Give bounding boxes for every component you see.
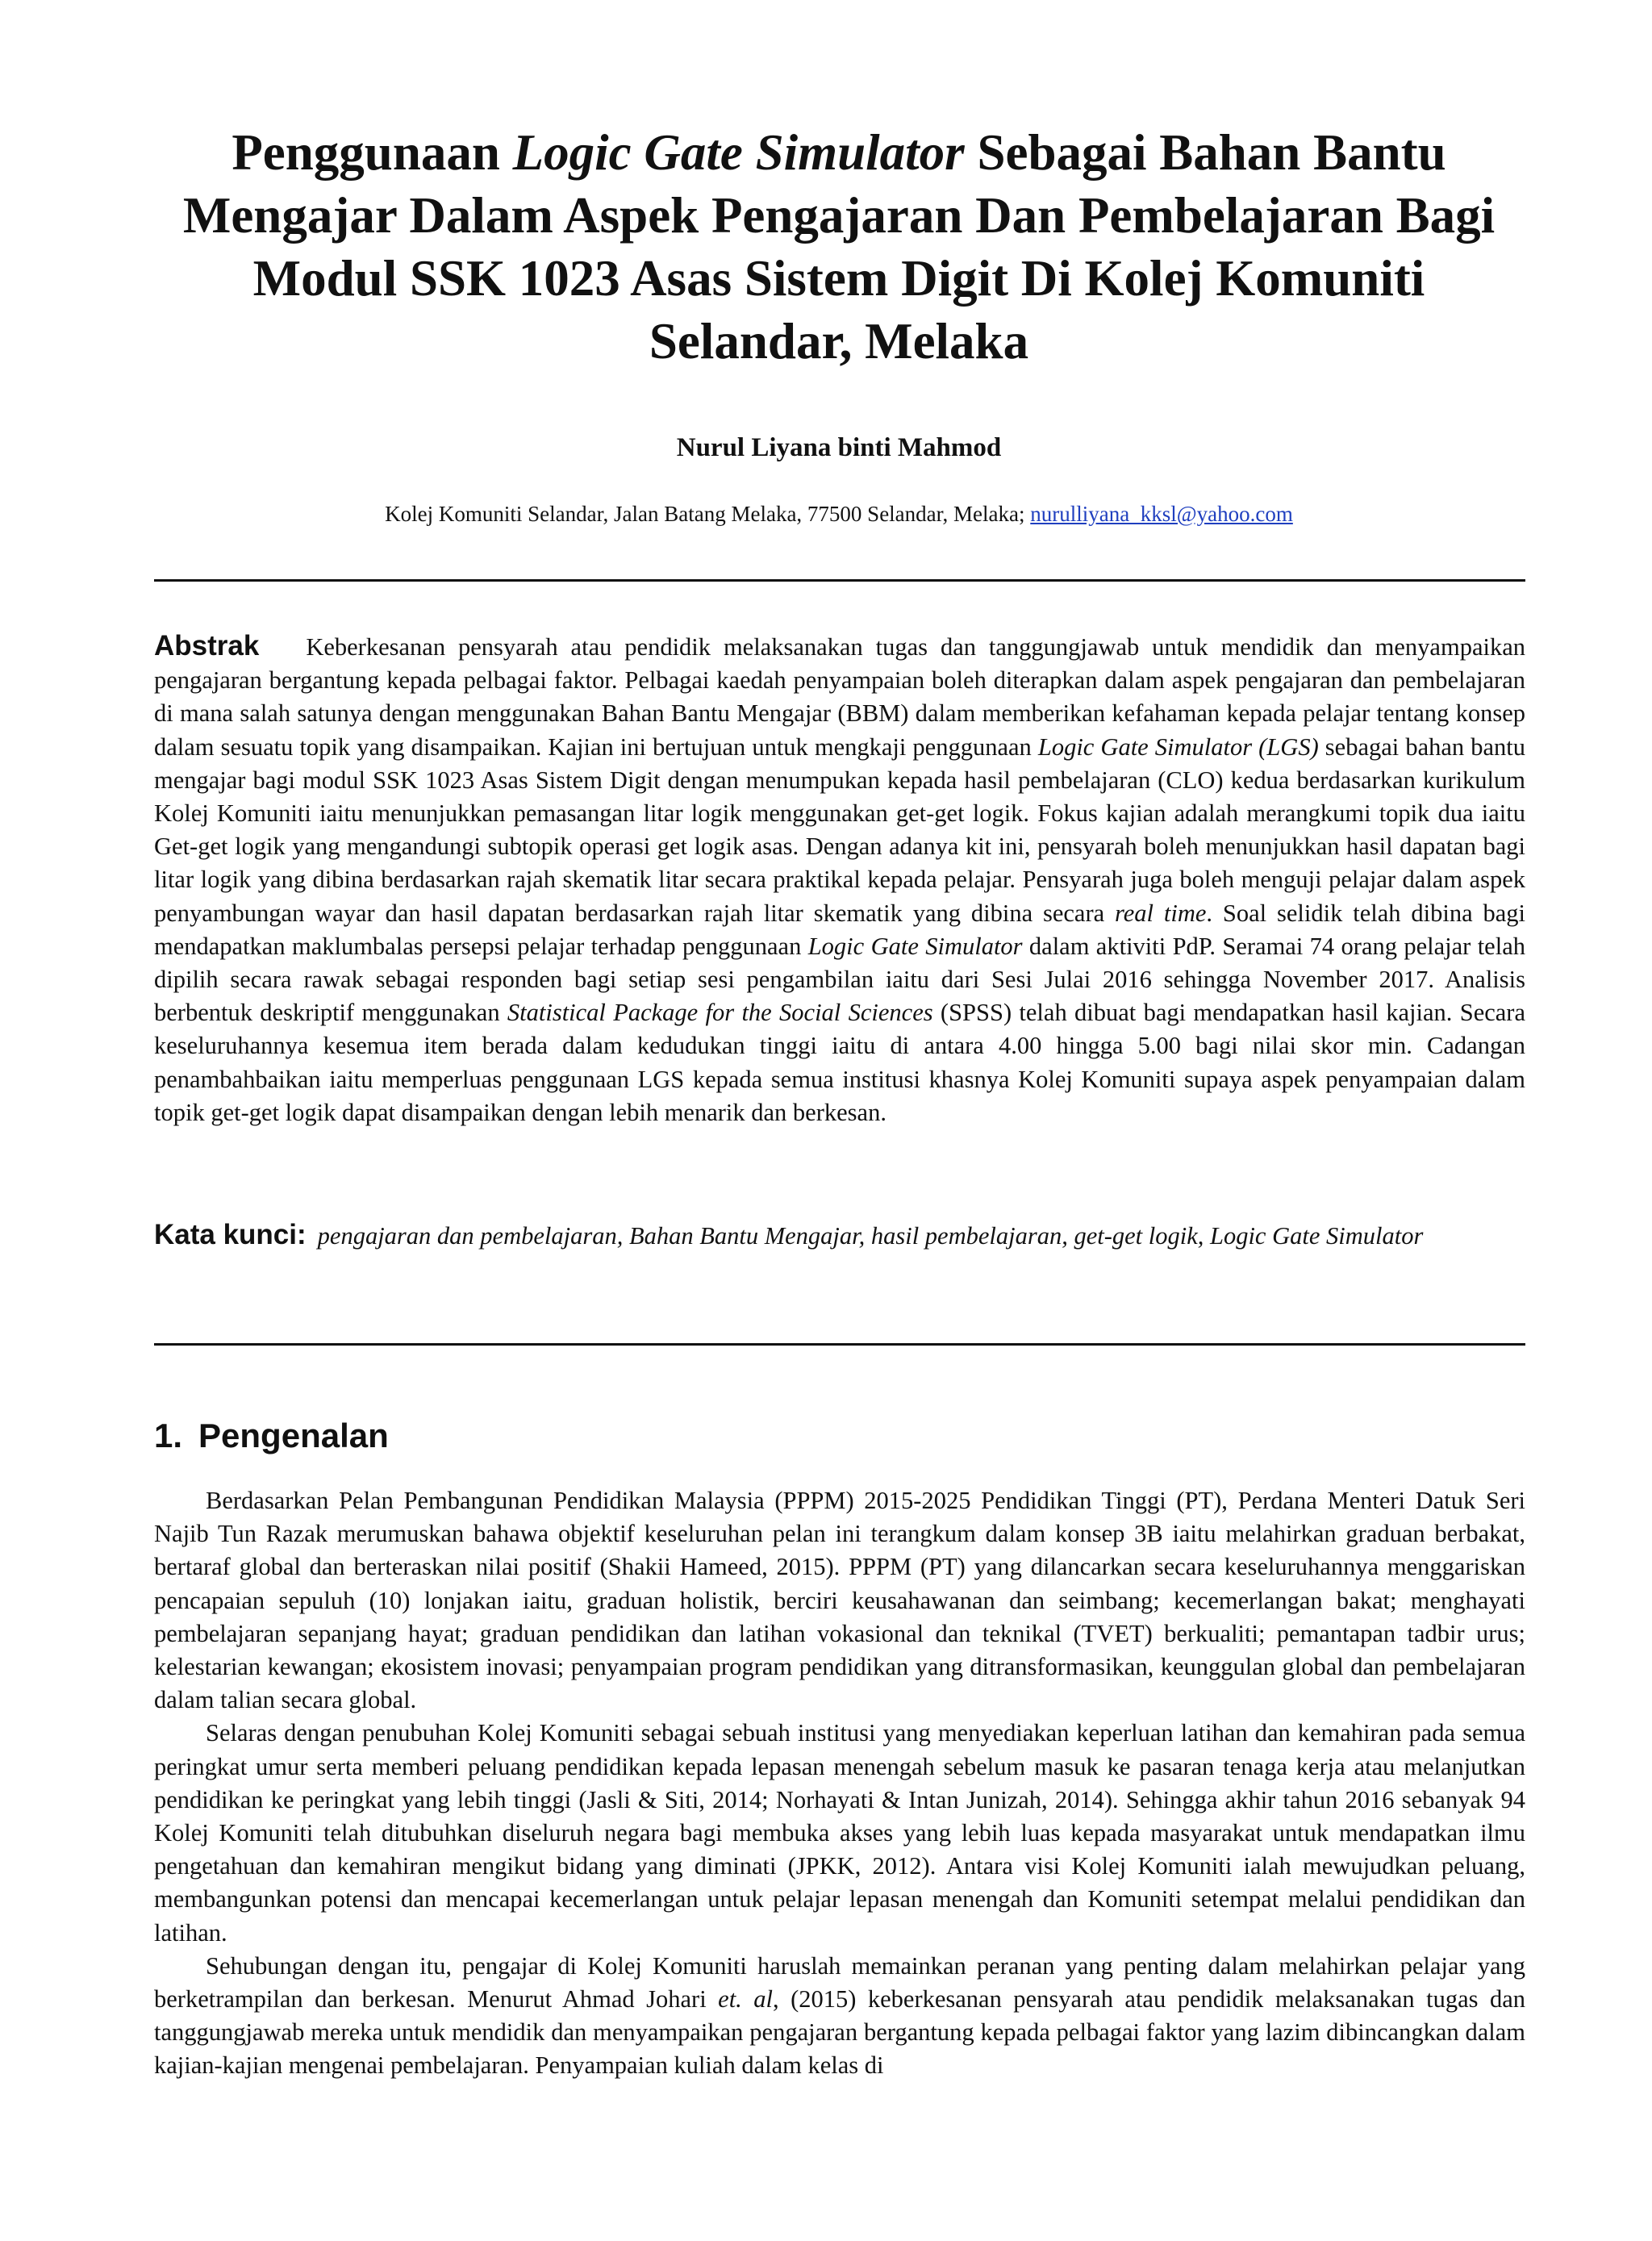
paragraph-3-text-b: , (2015) keberkesanan pensyarah atau pendidik melaksanakan tugas dan tanggungjawab mereka untuk mendidik dan menyampaikan pengajaran bergantung kepada pelbagai faktor yang lazim dibincangkan dalam kajian-kajian mengenai pembelajaran. Penyampaian kuliah dalam kelas di: [154, 1985, 1525, 2080]
paragraph-1: Berdasarkan Pelan Pembangunan Pendidikan Malaysia (PPPM) 2015-2025 Pendidikan Tinggi (PT), Perdana Menteri Datuk Seri Najib Tun Razak merumuskan bahawa objektif keseluruhan pelan ini terangkum dalam konsep 3B iaitu melahirkan graduan berbakat, bertaraf global dan berteraskan nilai positif (Shakii Hameed, 2015). PPPM (PT) yang dilancarkan secara keseluruhannya menggariskan pencapaian sepuluh (10) lonjakan iaitu, graduan holistik, berciri keusahawanan dan seimbang; kecemerlangan bakat; menghayati pembelajaran sepanjang hayat; graduan pendidikan dan latihan vokasional dan teknikal (TVET) berkualiti; pemantapan tadbir urus; kelestarian kewangan; ekosistem inovasi; penyampaian program pendidikan yang ditransformasikan, keunggulan global dan pembelajaran dalam talian secara global.: [154, 1487, 1525, 1714]
paragraph-3: [154, 1950, 1525, 2083]
divider-bottom: [154, 1343, 1525, 1346]
abstract-text-5: (SPSS) telah dibuat bagi mendapatkan hasil kajian. Secara keseluruhannya kesemua item berada dalam kedudukan tinggi iaitu di antara 4.00 hingga 5.00 bagi nilai skor min. Cadangan penambahbaikan iaitu memperluas penggunaan LGS kepada semua institusi khasnya Kolej Komuniti supaya aspek penyampaian dalam topik get-get logik dapat disampaikan dengan lebih menarik dan berkesan.: [154, 999, 1525, 1126]
abstract-text-1: Keberkesanan pensyarah atau pendidik melaksanakan tugas dan tanggungjawab untuk mendidik dan menyampaikan pengajaran bergantung kepada pelbagai faktor. Pelbagai kaedah penyampaian boleh diterapkan dalam aspek pengajaran dan pembelajaran di mana salah satunya dengan menggunakan Bahan Bantu Mengajar (BBM) dalam memberikan kefahaman kepada pelajar tentang konsep dalam sesuatu topik yang disampaikan. Kajian ini bertujuan untuk mengkaji penggunaan: [154, 633, 1525, 761]
title-italic-term: Logic Gate Simulator: [512, 124, 965, 181]
affiliation: [153, 500, 1525, 528]
paragraph-3-italic: et. al: [718, 1985, 773, 2014]
keywords: [154, 1218, 1525, 1253]
section-number: 1.: [154, 1417, 183, 1454]
affiliation-text: Kolej Komuniti Selandar, Jalan Batang Melaka, 77500 Selandar, Melaka;: [385, 502, 1031, 526]
abstract-italic-2: real time: [1115, 899, 1207, 927]
paragraph-2: Selaras dengan penubuhan Kolej Komuniti sebagai sebuah institusi yang menyediakan keperluan latihan dan kemahiran pada semua peringkat umur serta memberi peluang pendidikan kepada lepasan menengah sebelum masuk ke pasaran tenaga kerja atau melanjutkan pendidikan ke peringkat yang lebih tinggi (Jasli & Siti, 2014; Norhayati & Intan Junizah, 2014). Sehingga akhir tahun 2016 sebanyak 94 Kolej Komuniti telah ditubuhkan diseluruh negara bagi membuka akses yang lebih luas kepada masyarakat untuk mendapatkan ilmu pengetahuan dan kemahiran mengikut bidang yang diminati (JPKK, 2012). Antara visi Kolej Komuniti ialah mewujudkan peluang, membangunkan potensi dan mencapai kecemerlangan untuk pelajar lepasan menengah dan Komuniti setempat melalui pendidikan dan latihan.: [154, 1719, 1525, 1947]
title-part-1: Penggunaan: [232, 124, 513, 181]
paragraph-3-text-a: Sehubungan dengan itu, pengajar di Kolej Komuniti haruslah memainkan peranan yang penting dalam melahirkan pelajar yang berketrampilan dan berkesan. Menurut Ahmad Johari: [154, 1951, 1525, 2014]
section-title: Pengenalan: [198, 1417, 389, 1454]
abstract-italic-1: Logic Gate Simulator (LGS): [1037, 732, 1319, 761]
divider-top: [154, 579, 1525, 582]
email-link[interactable]: nurulliyana_kksl@yahoo.com: [1030, 502, 1293, 526]
paper-title: [153, 121, 1525, 373]
abstract-text-3: . Soal selidik telah dibina bagi mendapatkan maklumbalas persepsi pelajar terhadap penggunaan: [154, 899, 1525, 960]
section-body: [154, 1484, 1525, 2083]
abstract-text-2: sebagai bahan bantu mengajar bagi modul SSK 1023 Asas Sistem Digit dengan menumpukan kepada hasil pembelajaran (CLO) kedua berdasarkan kurikulum Kolej Komuniti iaitu menunjukkan pemasangan litar logik menggunakan get-get logik. Fokus kajian adalah merangkumi topik dua iaitu Get-get logik yang mengandungi subtopik operasi get logik asas. Dengan adanya kit ini, pensyarah boleh menunjukkan hasil dapatan bagi litar logik yang dibina berdasarkan rajah skematik litar secara praktikal kepada pelajar. Pensyarah juga boleh menguji pelajar dalam aspek penyambungan wayar dan hasil dapatan berdasarkan rajah litar skematik yang dibina secara: [154, 732, 1525, 927]
keywords-text: pengajaran dan pembelajaran, Bahan Bantu Mengajar, hasil pembelajaran, get-get logik, Logic Gate Simulator: [317, 1222, 1424, 1250]
author-name: Nurul Liyana binti Mahmod: [676, 433, 1002, 462]
abstract: [154, 629, 1525, 1129]
abstract-italic-3: Logic Gate Simulator: [807, 932, 1023, 960]
section-heading: [154, 1416, 389, 1456]
abstract-italic-4: Statistical Package for the Social Sciences: [507, 999, 933, 1027]
title-part-2: Sebagai Bahan Bantu Mengajar Dalam Aspek Pengajaran Dan Pembelajaran Bagi Modul SSK 1023 Asas Sistem Digit Di Kolej Komuniti Selandar, Melaka: [182, 124, 1496, 369]
abstract-heading: Abstrak: [154, 630, 260, 661]
keywords-heading: Kata kunci:: [154, 1219, 307, 1250]
abstract-text-4: dalam aktiviti PdP. Seramai 74 orang pelajar telah dipilih secara rawak sebagai responden bagi setiap sesi pengambilan iaitu dari Sesi Julai 2016 sehingga November 2017. Analisis berbentuk deskriptif menggunakan: [154, 932, 1525, 1027]
